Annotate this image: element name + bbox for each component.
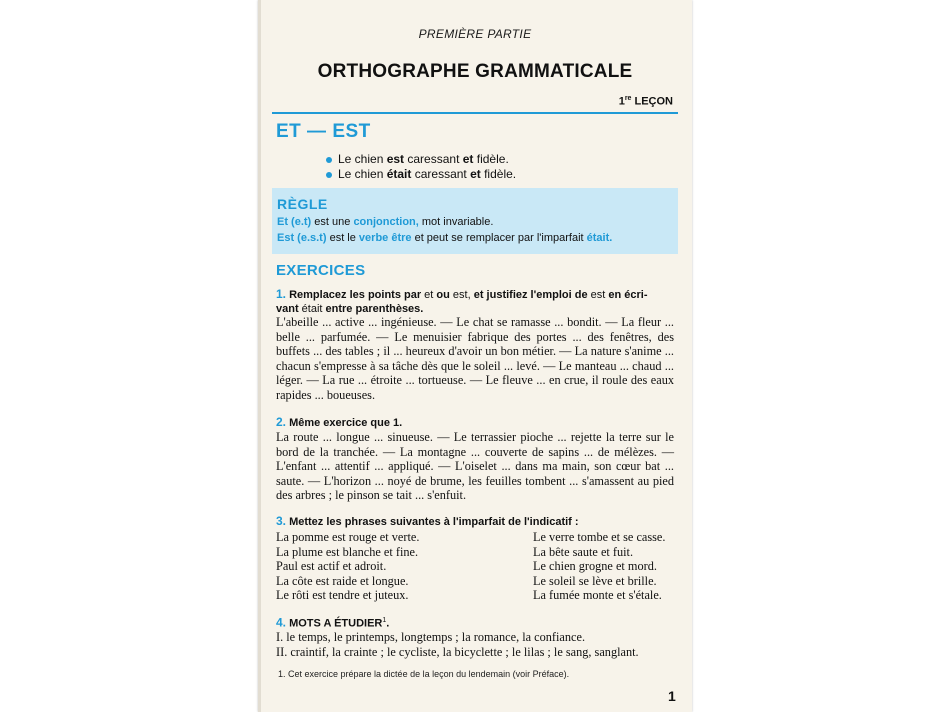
sentences-right-column <box>533 530 665 603</box>
sentence: La fumée monte et s'étale. <box>533 588 662 603</box>
footnote: 1. Cet exercice prépare la dictée de la leçon du lendemain (voir Préface). <box>278 669 570 679</box>
exercise-2-instruction: 2. Même exercice que 1. <box>276 415 403 429</box>
rule-box <box>272 188 678 254</box>
example-list <box>326 152 516 182</box>
sentence: La côte est raide et longue. <box>276 573 409 588</box>
rule-line-est: Est (e.s.t) est le verbe être et peut se remplacer par l'imparfait était. <box>277 232 613 244</box>
sentence: Le chien grogne et mord. <box>533 559 657 574</box>
sentence: Paul est actif et adroit. <box>276 559 387 574</box>
section-title: ET — EST <box>276 121 371 142</box>
exercise-2-text: La route ... longue ... sinueuse. — Le terrassier pioche ... rejette la terre sur le bord de la tranchée. — La montagne ... couverte de sapins ... de mélèzes. — L'enfant ... attentif ... appliqué. — L'oiselet ... dans ma main, son cœur bat ... saute. — L'horizon ... noyé de brume, les feuilles tombent ... s'amassent au pied des arbres ; le pinson se tait ... s'enfuit. <box>276 430 674 503</box>
sentence: La bête saute et fuit. <box>533 544 634 559</box>
page-gutter <box>258 0 261 712</box>
title-divider <box>272 112 678 114</box>
exercise-3-instruction: 3. Mettez les phrases suivantes à l'imparfait de l'indicatif : <box>276 514 579 528</box>
sentence: Le soleil se lève et brille. <box>533 573 657 588</box>
rule-line-et: Et (e.t) est une conjonction, mot invariable. <box>277 216 494 228</box>
words-to-study <box>276 630 676 659</box>
example-sentence: Le chien était caressant et fidèle. <box>326 167 516 182</box>
sentence: La pomme est rouge et verte. <box>276 530 420 544</box>
bullet-icon <box>326 157 332 163</box>
rule-title: RÈGLE <box>277 196 328 212</box>
bullet-icon <box>326 172 332 178</box>
exercises-title: EXERCICES <box>276 262 366 279</box>
sentence: Le rôti est tendre et juteux. <box>276 588 409 603</box>
words-line-1: I. le temps, le printemps, longtemps ; la romance, la confiance. <box>276 630 586 644</box>
exercise-1-text: L'abeille ... active ... ingénieuse. — Le chat se ramasse ... bondit. — La fleur ... belle ... parfumée. — Le menuisier fabrique des portes ... des fenêtres, des buffets ... des tables ; il ... heureux d'avoir un bon métier. — La nature s'anime ... chacun s'empresse à sa tâche dès que le soleil ... levé. — Le manteau ... chaud ... léger. — La rue ... étroite ... tortueuse. — Le fleuve ... en crue, il roule des eaux rapides ... boueuses. <box>276 315 674 402</box>
sentences-left-column <box>276 530 419 603</box>
part-heading: PREMIÈRE PARTIE <box>418 27 532 41</box>
page-number: 1 <box>668 688 676 704</box>
sentence: Le verre tombe et se casse. <box>533 530 666 544</box>
lesson-label: 1re LEÇON <box>618 95 673 108</box>
page-title: ORTHOGRAPHE GRAMMATICALE <box>317 61 633 82</box>
example-sentence: Le chien est caressant et fidèle. <box>326 152 516 167</box>
exercise-4-instruction: 4. MOTS A ÉTUDIER$^1$. <box>276 615 390 630</box>
sentence: La plume est blanche et fine. <box>276 544 419 559</box>
words-line-2: II. craintif, la crainte ; le cycliste, la bicyclette ; le lilas ; le sang, sanglant. <box>276 644 639 659</box>
exercise-1-instruction: 1. Remplacez les points par et ou est, et justifiez l'emploi de est en écri- vant était entre parenthèses. <box>276 287 648 315</box>
